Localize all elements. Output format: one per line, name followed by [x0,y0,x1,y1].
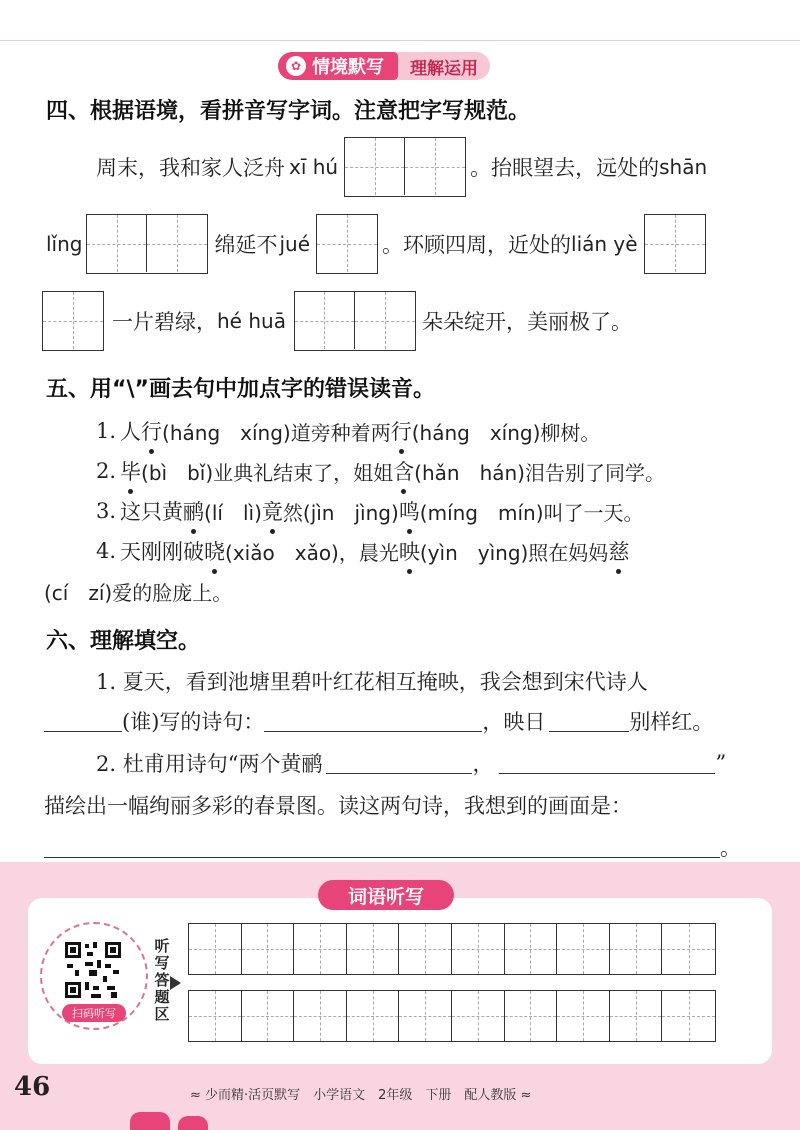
q-text: (míng mín)叫了一天。 [419,500,644,525]
s6-end: 。 [720,836,741,860]
dotted-char: 行 [391,416,412,446]
s6-q1a: 1. 夏天，看到池塘里碧叶红花相互掩映，我会想到宋代诗人 [96,670,648,694]
q-number: 1. [96,419,117,443]
writing-grid[interactable] [86,214,208,274]
answer-blank[interactable] [264,710,482,732]
top-rule [0,40,800,41]
s6-q2d: 描绘出一幅绚丽多彩的春景图。读这两句诗，我想到的画面是： [44,794,632,818]
q-text: (háng xíng)柳树。 [411,420,601,445]
s6-q2-line1 [96,748,726,778]
qr-code-icon[interactable] [63,940,123,1000]
s4-l3-text1: 一片碧绿， [112,310,217,334]
section4-title: 四、根据语境，看拼音写字词。注意把字写规范。 [46,99,531,124]
tag-main [278,52,398,80]
writing-grid[interactable] [344,137,466,197]
q-text: (yìn yìng)照在妈妈 [419,540,609,565]
s4-l1-py2: shān [659,155,708,179]
s4-l1-py1: xī hú [289,155,339,179]
q-text: 天刚刚破 [120,540,205,564]
writing-grid[interactable] [42,291,104,351]
s4-l1-text1: 周末，我和家人泛舟 [96,156,285,180]
q-text: 人 [120,420,142,444]
dictation-grid-row[interactable] [188,990,716,1042]
section5-title: 五、用“\”画去句中加点字的错误读音。 [46,377,435,402]
s5-q1 [96,416,600,446]
arrow-right-icon [170,976,181,990]
q-number: 2. [96,459,117,483]
answer-blank[interactable] [326,752,472,774]
writing-grid[interactable] [294,291,416,351]
dotted-char: 毕 [120,456,141,486]
dictation-area-label: 听写答题区 [154,937,170,1023]
s6-q1c: ，映日 [482,710,546,734]
q-text: (háng xíng)道旁种着两 [162,420,391,445]
dotted-char: 鸣 [399,496,420,526]
q-text: 然(jìn jìng) [282,500,399,525]
dotted-char: 鹂 [183,496,204,526]
q-text: (bì bǐ)业典礼结束了，姐姐 [141,460,394,485]
footer-text: ≈ 少而精·活页默写 小学语文 2年级 下册 配人教版 ≈ [190,1088,532,1103]
s4-l2-py3: lián yè [571,232,638,256]
s4-l3-text2: 朵朵绽开，美丽极了。 [421,310,632,334]
qr-label: 扫码听写 [62,1004,126,1022]
s6-q2a: 2. 杜甫用诗句“两个黄鹂 [96,752,323,776]
s6-q1-line2 [44,706,713,736]
s5-q2 [96,456,665,486]
writing-grid[interactable] [316,214,378,274]
q-number: 4. [96,539,117,563]
q-text: 这只黄 [120,500,184,524]
footer-decoration [130,1112,170,1130]
s6-q2-line3 [44,832,741,862]
answer-blank[interactable] [44,836,720,858]
s5-q4b: (cí zí)爱的脸庞上。 [44,580,233,605]
answer-blank[interactable] [44,710,122,732]
dictation-title: 词语听写 [318,880,454,910]
dictation-grid-row[interactable] [188,923,716,975]
dotted-char: 晓 [204,536,225,566]
s4-l2-py2: jué [279,232,311,256]
flower-icon: ✿ [286,56,306,76]
q-number: 3. [96,499,117,523]
page-number: 46 [14,1072,51,1102]
q-text: (xiǎo xǎo)，晨光 [225,540,399,565]
dotted-char: 慈 [608,536,629,566]
s5-q4 [96,536,629,566]
dotted-char: 含 [393,456,414,486]
q-text: (lí lì) [204,500,262,525]
s6-q2c: ” [715,751,727,775]
s4-line2 [46,213,706,275]
s4-l2-text2: 。环顾四周，近处的 [382,233,572,257]
s4-line3 [42,290,632,352]
writing-grid[interactable] [644,214,706,274]
s4-l2-py1: lǐng [46,232,83,256]
q-text: (hǎn hán)泪告别了同学。 [414,460,665,485]
s4-l2-text1: 绵延不 [214,233,278,257]
s5-q3 [96,496,644,526]
answer-blank[interactable] [499,752,715,774]
tag-main-label: 情境默写 [312,57,384,78]
tag-sub-label: 理解运用 [398,52,490,80]
dotted-char: 竟 [262,496,283,526]
s4-l3-py1: hé huā [217,309,286,333]
s6-q1d: 别样红。 [629,710,714,734]
dotted-char: 行 [141,416,162,446]
answer-blank[interactable] [549,710,629,732]
s6-q2b: ， [472,752,494,776]
section-tag [278,52,490,80]
s4-line1 [96,136,707,198]
footer-decoration [178,1116,208,1130]
s4-l1-text2: 。抬眼望去，远处的 [470,156,660,180]
dotted-char: 映 [399,536,420,566]
s6-q1b: (谁)写的诗句： [122,710,265,734]
section6-title: 六、理解填空。 [46,629,201,654]
